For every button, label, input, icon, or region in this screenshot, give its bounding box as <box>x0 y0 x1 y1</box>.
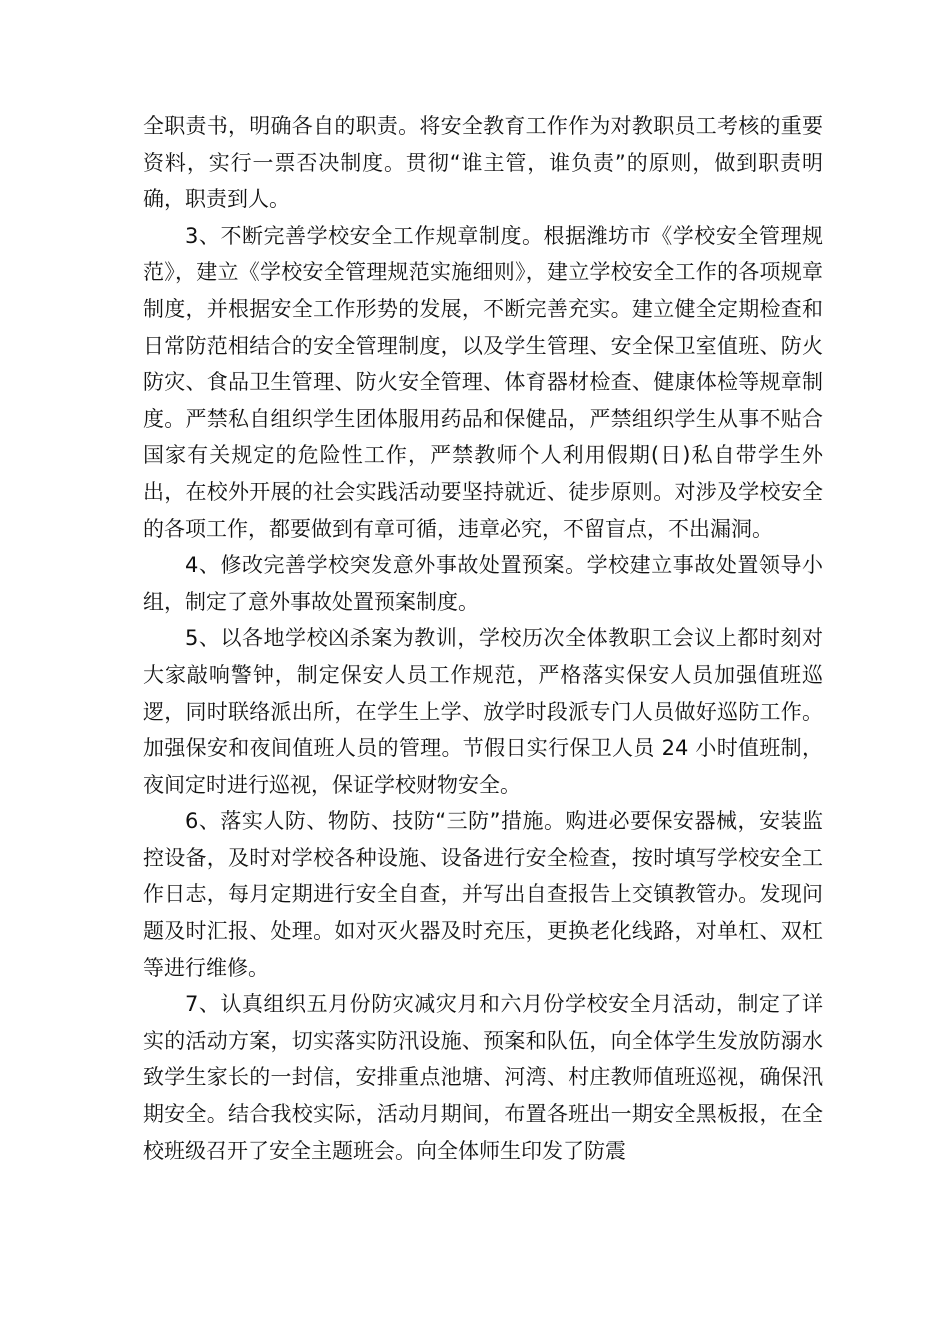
paragraph-item-7: 7、认真组织五月份防灾减灾月和六月份学校安全月活动，制定了详实的活动方案，切实落实防汛设施、预案和队伍，向全体学生发放防溺水致学生家长的一封信，安排重点池塘、河湾、村庄教师值班巡视，确保汛期安全。结合我校实际，活动月期间，布置各班出一期安全黑板报，在全校班级召开了安全主题班会。向全体师生印发了防震 <box>143 992 823 1163</box>
paragraph-item-4: 4、修改完善学校突发意外事故处置预案。学校建立事故处置领导小组，制定了意外事故处置预案制度。 <box>143 553 823 614</box>
document-body <box>143 108 823 1169</box>
paragraph-continuation: 全职责书，明确各自的职责。将安全教育工作作为对教职员工考核的重要资料，实行一票否决制度。贯彻“谁主管，谁负责”的原则，做到职责明确，职责到人。 <box>143 114 823 212</box>
paragraph-item-5: 5、以各地学校凶杀案为教训，学校历次全体教职工会议上都时刻对大家敲响警钟，制定保安人员工作规范，严格落实保安人员加强值班巡逻，同时联络派出所，在学生上学、放学时段派专门人员做好巡防工作。加强保安和夜间值班人员的管理。节假日实行保卫人员 24 小时值班制，夜间定时进行巡视，保证学校财物安全。 <box>143 626 823 797</box>
paragraph-item-6: 6、落实人防、物防、技防“三防”措施。购进必要保安器械，安装监控设备，及时对学校各种设施、设备进行安全检查，按时填写学校安全工作日志，每月定期进行安全自查，并写出自查报告上交镇教管办。发现问题及时汇报、处理。如对灭火器及时充压，更换老化线路，对单杠、双杠等进行维修。 <box>143 809 823 980</box>
paragraph-item-3: 3、不断完善学校安全工作规章制度。根据潍坊市《学校安全管理规范》，建立《学校安全管理规范实施细则》，建立学校安全工作的各项规章制度，并根据安全工作形势的发展，不断完善充实。建立健全定期检查和日常防范相结合的安全管理制度，以及学生管理、安全保卫室值班、防火防灾、食品卫生管理、防火安全管理、体育器材检查、健康体检等规章制度。严禁私自组织学生团体服用药品和保健品，严禁组织学生从事不贴合国家有关规定的危险性工作，严禁教师个人利用假期(日)私自带学生外出，在校外开展的社会实践活动要坚持就近、徒步原则。对涉及学校安全的各项工作，都要做到有章可循，违章必究，不留盲点，不出漏洞。 <box>143 223 823 541</box>
